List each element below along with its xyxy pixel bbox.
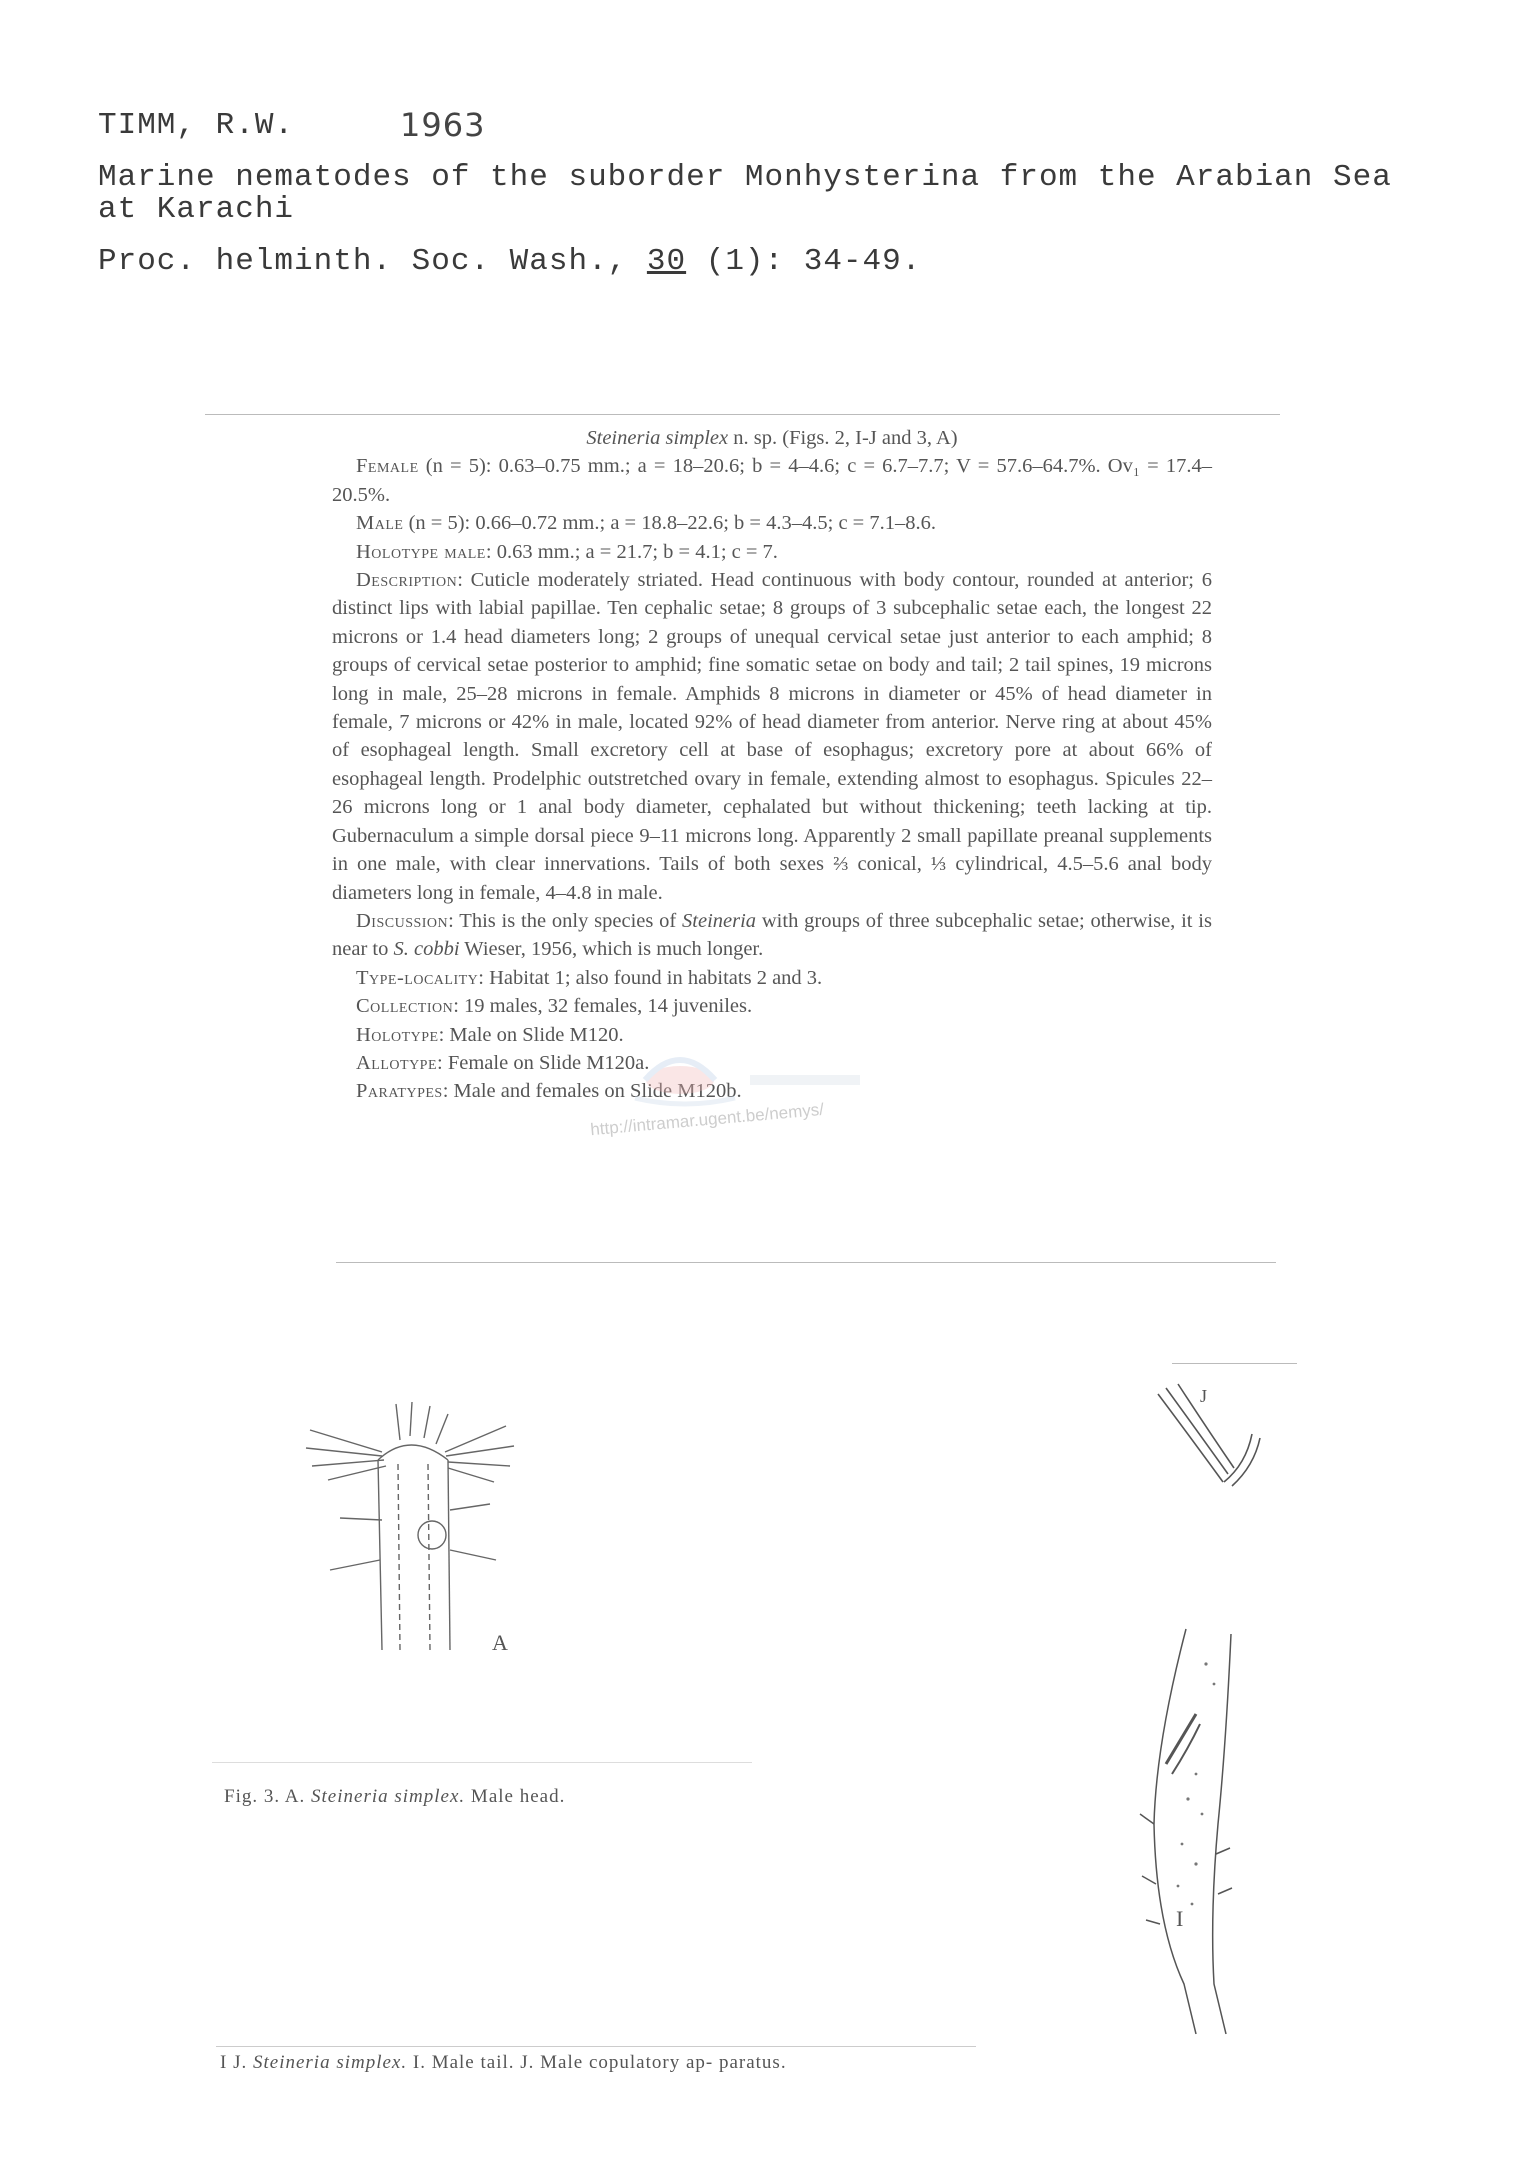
female-measurements [332, 452, 1212, 509]
discussion-paragraph [332, 907, 1212, 964]
figure-label-a: A [492, 1630, 509, 1655]
figure-3a-male-head-drawing [300, 1400, 520, 1660]
clipping-bottom-rule [336, 1262, 1276, 1263]
ij-caption-rest: I. Male tail. J. Male copulatory ap- paratus. [407, 2052, 787, 2073]
figure-j-top-rule [1172, 1363, 1297, 1364]
discussion-text-a: : This is the only species of [448, 909, 683, 932]
discussion-genus: Steineria [682, 909, 757, 932]
holotype-male-text: : 0.63 mm.; a = 21.7; b = 4.1; c = 7. [485, 540, 778, 563]
article-heading [332, 424, 1212, 452]
paratypes-text: : Male and females on Slide M120b. [442, 1080, 742, 1103]
figure-ij-caption-rule [216, 2046, 976, 2047]
discussion-species: S. cobbi [393, 938, 460, 961]
ij-caption-prefix: I J. [220, 2052, 253, 2073]
species-name: Steineria simplex [586, 427, 729, 449]
figure-ij-caption [220, 2052, 787, 2074]
citation-author: TIMM, R.W. [98, 108, 295, 143]
figure-3-caption-rule [212, 1762, 752, 1763]
female-text: (n = 5): 0.63–0.75 mm.; a = 18–20.6; b = 4–4.6; c = 6.7–7.7; V = 57.6–64.7%. Ov₁ = 17.4–20.5%. [332, 455, 1212, 506]
fig3-caption-rest: Male head. [465, 1786, 566, 1807]
citation-title-line2: at Karachi [98, 192, 295, 227]
journal-name: Proc. helminth. Soc. Wash., [98, 244, 647, 279]
paratypes-label: Paratypes [356, 1080, 443, 1103]
citation-journal [98, 244, 921, 279]
type-locality-line [332, 964, 1212, 992]
female-label: Female [356, 455, 419, 478]
male-label: Male [356, 512, 404, 535]
type-locality-text: : Habitat 1; also found in habitats 2 and 3. [478, 966, 823, 989]
holotype-male-measurements [332, 538, 1212, 566]
holotype-male-label: Holotype male [356, 540, 486, 563]
type-locality-label: Type-locality [356, 966, 479, 989]
ij-caption-species: Steineria simplex. [252, 2052, 408, 2073]
figure-label-j: J [1200, 1386, 1209, 1406]
journal-volume: 30 [646, 244, 687, 279]
clipping-top-rule [205, 414, 1280, 415]
figure-3-caption [224, 1786, 565, 1808]
description-text: : Cuticle moderately striated. Head continuous with body contour, rounded at anterior; 6 distinct lips with labial papillae. Ten cephalic setae; 8 groups of 3 subcephalic setae each, the longest 22 microns or 1.4 head diameters long; 2 groups of unequal cervical setae just anterior to each amphid; 8 groups of cervical setae posterior to amphid; fine somatic setae on body and tail; 2 tail spines, 19 microns long in male, 25–28 microns in female. Amphids 8 microns in diameter or 45% of head diameter in female, 7 microns or 42% in male, located 92% of head diameter from anterior. Nerve ring at about 45% of esophageal length. Small excretory cell at base of esophagus; excretory pore at about 66% of esophageal length. Prodelphic outstretched ovary in female, extending almost to esophagus. Spicules 22–26 microns long or 1 anal body diameter, cephalated but without thickening; teeth lacking at tip. Gubernaculum a simple dorsal piece 9–11 microns long. Apparently 2 small papillate preanal supplements in one male, with clear innervations. Tails of both sexes ⅔ conical, ⅓ cylindrical, 4.5–5.6 anal body diameters long in female, 4–4.8 in male. [332, 569, 1212, 904]
collection-label: Collection [356, 995, 454, 1018]
allotype-text: : Female on Slide M120a. [437, 1051, 650, 1074]
fig3-caption-species: Steineria simplex. [311, 1786, 466, 1807]
citation-title-line1: Marine nematodes of the suborder Monhysterina from the Arabian Sea [98, 160, 1392, 195]
figure-label-i: I [1176, 1906, 1185, 1931]
holotype-label: Holotype [356, 1023, 439, 1046]
article-clipping [332, 424, 1212, 1106]
citation-year: 1963 [400, 106, 486, 144]
journal-issue-pages: (1): 34-49. [686, 244, 922, 279]
description-label: Description [356, 569, 458, 592]
fig3-caption-prefix: Fig. 3. A. [224, 1786, 312, 1807]
watermark-url: http://intramar.ugent.be/nemys/ [589, 1099, 825, 1140]
male-text: (n = 5): 0.66–0.72 mm.; a = 18.8–22.6; b = 4.3–4.5; c = 7.1–8.6. [403, 512, 936, 535]
heading-rest: n. sp. (Figs. 2, I-J and 3, A) [728, 427, 958, 449]
holotype-text: : Male on Slide M120. [438, 1023, 624, 1046]
figure-i-male-tail-drawing [1126, 1624, 1276, 2044]
allotype-label: Allotype [356, 1051, 438, 1074]
discussion-text-b: with groups of three subcephalic setae; otherwise, it is near to [332, 909, 1212, 961]
collection-line [332, 992, 1212, 1020]
discussion-label: Discussion [356, 909, 449, 932]
discussion-text-c: Wieser, 1956, which is much longer. [459, 938, 764, 961]
male-measurements [332, 509, 1212, 537]
collection-text: : 19 males, 32 females, 14 juveniles. [453, 995, 753, 1018]
description-paragraph [332, 566, 1212, 907]
